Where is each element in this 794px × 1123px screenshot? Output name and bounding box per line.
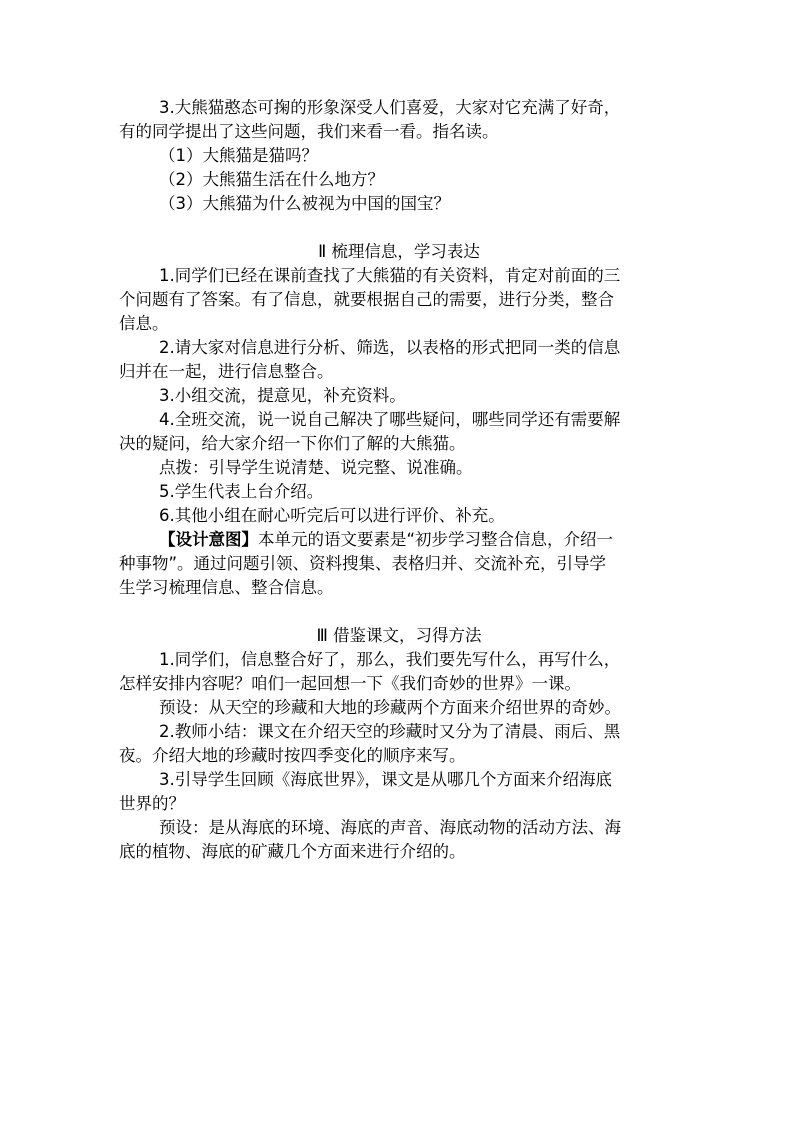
section2-item2-line1: 2.请大家对信息进行分析、筛选，以表格的形式把同一类的信息 [159,338,621,357]
section3-item3-line2: 世界的？ [119,794,185,813]
document-body [119,96,679,864]
section2-tip: 点拨：引导学生说清楚、说完整、说准确。 [159,458,473,477]
design-intent-line2: 种事物”。通过问题引领、资料搜集、表格归并、交流补充，引导学 [119,554,607,573]
section2-heading: Ⅱ 梳理信息，学习表达 [318,242,480,261]
section3-item2-line2: 夜。介绍大地的珍藏时按四季变化的顺序来写。 [119,746,466,765]
question-1: （1）大熊猫是猫吗？ [159,146,318,165]
section3-item3-line1: 3.引导学生回顾《海底世界》，课文是从哪几个方面来介绍海底 [159,770,612,789]
design-intent-line1 [119,528,679,552]
design-intent-line3: 生学习梳理信息、整合信息。 [119,578,334,597]
section3-preset2-line1: 预设：是从海底的环境、海底的声音、海底动物的活动方法、海 [159,818,621,837]
design-intent-label: 【设计意图】 [159,530,258,549]
section3-item1-line1: 1.同学们，信息整合好了，那么，我们要先写什么，再写什么， [159,650,621,669]
intro-item3-line1: 3.大熊猫憨态可掬的形象深受人们喜爱，大家对它充满了好奇， [159,98,621,117]
question-3: （3）大熊猫为什么被视为中国的国宝？ [159,194,450,213]
section2-item6: 6.其他小组在耐心听完后可以进行评价、补充。 [159,506,505,525]
section2-item2-line2: 归并在一起，进行信息整合。 [119,362,334,381]
section2-item4-line2: 决的疑问，给大家介绍一下你们了解的大熊猫。 [119,434,466,453]
section2-item1-line1: 1.同学们已经在课前查找了大熊猫的有关资料，肯定对前面的三 [159,266,621,285]
section3-preset2-line2: 底的植物、海底的矿藏几个方面来进行介绍的。 [119,842,466,861]
question-2: （2）大熊猫生活在什么地方？ [159,170,384,189]
section2-item5: 5.学生代表上台介绍。 [159,482,324,501]
section2-item1-line2: 个问题有了答案。有了信息，就要根据自己的需要，进行分类，整合 [119,290,614,309]
intro-item3-line2: 有的同学提出了这些问题，我们来看一看。指名读。 [119,122,499,141]
spacer [119,216,679,240]
spacer [119,600,679,624]
section2-item4-line1: 4.全班交流，说一说自己解决了哪些疑问，哪些同学还有需要解 [159,410,621,429]
section2-item3: 3.小组交流，提意见，补充资料。 [159,386,406,405]
section3-preset1: 预设：从天空的珍藏和大地的珍藏两个方面来介绍世界的奇妙。 [159,698,621,717]
section3-item2-line1: 2.教师小结：课文在介绍天空的珍藏时又分为了清晨、雨后、黑 [159,722,621,741]
section2-item1-line3: 信息。 [119,314,169,333]
section3-heading: Ⅲ 借鉴课文，习得方法 [316,626,482,645]
section3-item1-line2: 怎样安排内容呢？咱们一起回想一下《我们奇妙的世界》一课。 [119,674,581,693]
design-intent-text: 本单元的语文要素是“初步学习整合信息，介绍一 [258,530,614,549]
